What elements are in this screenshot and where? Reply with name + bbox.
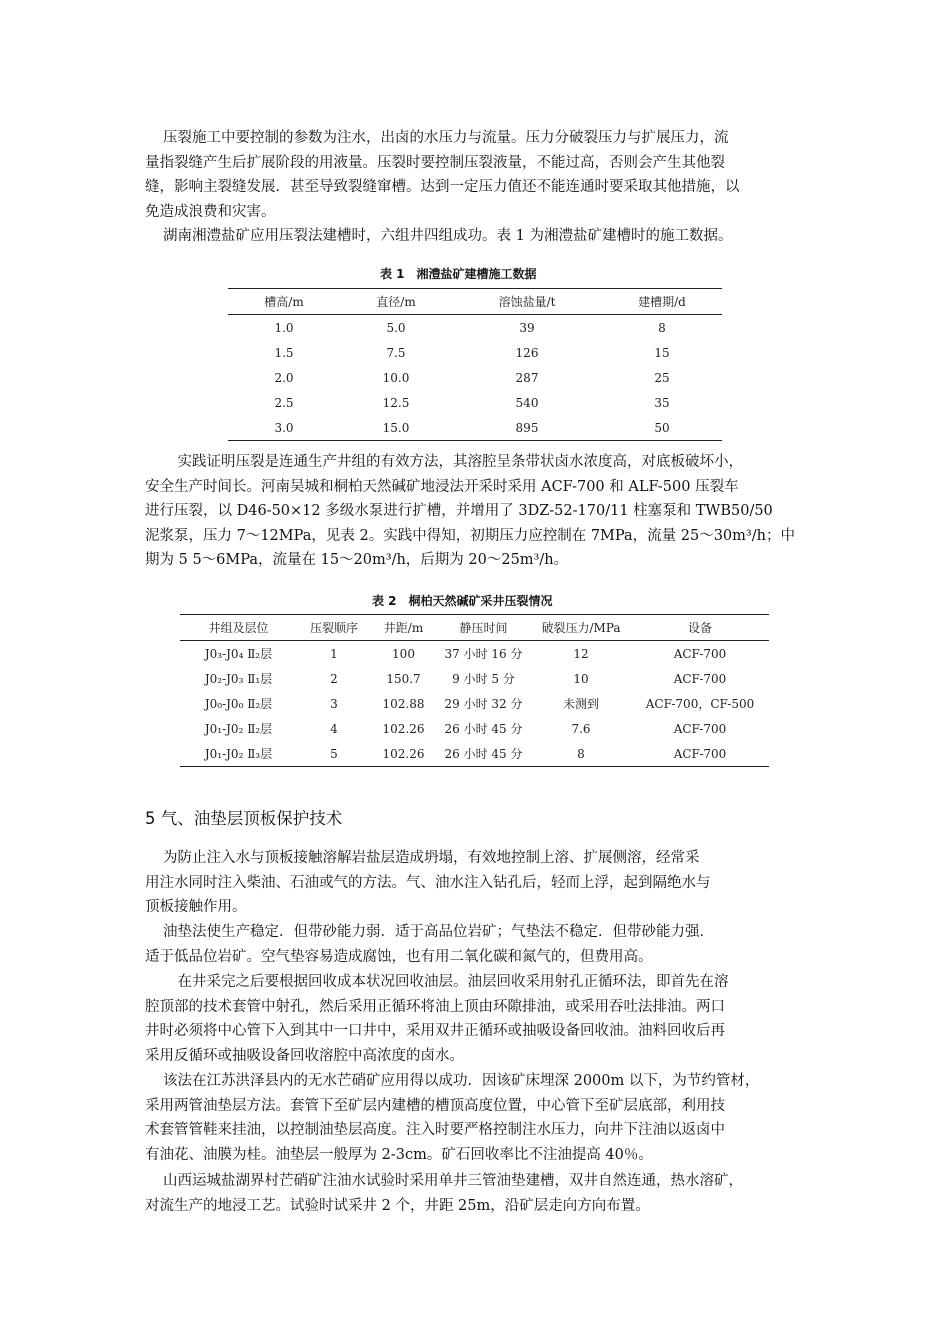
text-line: 免造成浪费和灾害。 — [145, 203, 276, 220]
table-cell: 25 — [654, 370, 670, 385]
text-line: 采用两管油垫层方法。套管下至矿层内建槽的槽顶高度位置，中心管下至矿层底部，利用技 — [145, 1097, 725, 1114]
table-cell: J0₁-J0₂ Ⅱ₃层 — [180, 741, 297, 767]
table-cell: 5 — [297, 741, 371, 767]
table-header-cell: 设备 — [631, 615, 769, 641]
table-cell: 1.5 — [274, 345, 294, 360]
table-header-cell: 破裂压力/MPa — [531, 615, 631, 641]
table-row — [180, 741, 769, 767]
table-cell: 10 — [573, 671, 589, 686]
table-cell: 150.7 — [386, 671, 421, 686]
table-header-row — [180, 615, 769, 641]
table-header-cell: 建槽期/d — [602, 289, 722, 315]
table-cell: 8 — [658, 320, 666, 335]
text-line: 量指裂缝产生后扩展阶段的用液量。压裂时要控制压裂液量，不能过高，否则会产生其他裂 — [145, 154, 725, 171]
text-line: 用注水同时注入柴油、石油或气的方法。气、油水注入钻孔后，轻而上浮，起到隔绝水与 — [145, 874, 711, 891]
section-heading: 5 气、油垫层顶板保护技术 — [145, 809, 343, 828]
text-line: 实践证明压裂是连通生产井组的有效方法，其溶腔呈条带状卤水浓度高，对底板破坏小， — [163, 454, 743, 470]
table-cell: 8 — [531, 741, 631, 767]
text-line: 为防止注入水与顶板接触溶解岩盐层造成坍塌，有效地控制上溶、扩展侧溶，经常采 — [163, 850, 700, 866]
paragraph-prevent-collapse — [145, 846, 817, 920]
table-cell: 2.5 — [274, 395, 294, 410]
table-cell: 540 — [515, 395, 539, 410]
table-cell: 102.88 — [382, 696, 425, 711]
table-cell: 102.26 — [382, 721, 425, 736]
table-cell: ACF-700 — [673, 671, 727, 686]
table-cell: 7.5 — [386, 345, 406, 360]
table-header-cell: 压裂顺序 — [297, 615, 371, 641]
table-cell: 126 — [515, 345, 539, 360]
table-cell: J0₀-J0₀ Ⅱ₂层 — [204, 697, 273, 711]
table-cell: 2 — [330, 671, 338, 686]
table-cell: J0₂-J0₃ Ⅱ₁层 — [204, 672, 273, 686]
text-line: 进行压裂，以 D46-50×12 多级水泵进行扩槽，并增用了 3DZ-52-170/11 柱塞泵和 TWB50/50 — [145, 503, 773, 519]
text-line: 期为 5 5～6MPa，流量在 15～20m³/h，后期为 20～25m³/h。 — [145, 552, 569, 568]
table-cell: 287 — [515, 370, 539, 385]
text-line: 湖南湘澧盐矿应用压裂法建槽时，六组井四组成功。表 1 为湘澧盐矿建槽时的施工数据。 — [163, 228, 733, 244]
text-line: 有油花、油膜为桂。油垫层一般厚为 2-3cm。矿石回收率比不注油提高 40％。 — [145, 1146, 653, 1163]
table-cell: 37 小时 16 分 — [444, 647, 523, 661]
table-header-row — [228, 289, 722, 315]
paragraph-fracturing-parameters — [145, 126, 817, 224]
table-cell: 102.26 — [371, 741, 436, 767]
table1 — [228, 288, 722, 441]
text-line: 采用反循环或抽吸设备回收溶腔中高浓度的卤水。 — [145, 1047, 464, 1064]
text-line: 压裂施工中要控制的参数为注水，出卤的水压力与流量。压力分破裂压力与扩展压力，流 — [163, 130, 729, 146]
text-line: 安全生产时间长。河南吴城和桐柏天然碱矿地浸法开采时采用 ACF-700 和 ALF-500 压裂车 — [145, 478, 739, 495]
table-cell: 3.0 — [228, 415, 340, 441]
text-line: 对流生产的地浸工艺。试验时试采井 2 个，井距 25m，沿矿层走向方向布置。 — [145, 1197, 650, 1214]
table-cell: 3 — [330, 696, 338, 711]
table-row — [180, 666, 769, 691]
table-cell: 26 小时 45 分 — [436, 741, 531, 767]
table-cell: 未测到 — [562, 697, 599, 711]
text-line: 缝，影响主裂缝发展．甚至导致裂缝窜槽。达到一定压力值还不能连通时要采取其他措施，以 — [145, 179, 740, 195]
table-header-cell: 溶蚀盐量/t — [452, 289, 602, 315]
table-cell: J0₃-J0₄ Ⅱ₂层 — [204, 647, 273, 661]
table-cell: 895 — [452, 415, 602, 441]
table-cell: ACF-700，CF-500 — [645, 697, 755, 711]
table2 — [180, 614, 769, 767]
text-line: 腔顶部的技术套管中射孔，然后采用正循环将油上顶由环隙排油，或采用吞吐法排油。两口 — [145, 998, 725, 1015]
text-line: 泥浆泵，压力 7～12MPa，见表 2。实践中得知，初期压力应控制在 7MPa，流量 25～30m³/h；中 — [145, 527, 795, 544]
table1-caption: 表 1 湘澧盐矿建槽施工数据 — [380, 267, 537, 281]
table-cell: 29 小时 32 分 — [444, 697, 523, 711]
text-line: 山西运城盐湖界村芒硝矿注油水试验时采用单井三管油垫建槽，双井自然连通，热水溶矿， — [163, 1173, 743, 1189]
table-cell: ACF-700 — [631, 741, 769, 767]
table-header-cell: 静压时间 — [436, 615, 531, 641]
table-cell: 100 — [392, 646, 415, 661]
table2-caption: 表 2 桐柏天然碱矿采井压裂情况 — [372, 594, 553, 608]
text-line: 该法在江苏洪泽县内的无水芒硝矿应用得以成功．因该矿床埋深 2000m 以下，为节约管材， — [163, 1073, 760, 1089]
paragraph-jiangsu-case — [145, 1069, 817, 1167]
table-row — [228, 415, 722, 441]
table-row — [228, 315, 722, 341]
text-line: 顶板接触作用。 — [145, 899, 247, 915]
table-cell: 2.0 — [274, 370, 294, 385]
table-row — [228, 340, 722, 365]
paragraph-practice — [145, 450, 817, 573]
text-line: 在井采完之后要根据回收成本状况回收油层。油层回收采用射孔正循环法，即首先在溶 — [163, 974, 729, 990]
table-row — [180, 641, 769, 667]
table-cell: 9 小时 5 分 — [452, 672, 515, 686]
table-cell: 39 — [519, 320, 535, 335]
text-line: 适于低品位岩矿。空气垫容易造成腐蚀，也有用二氧化碳和氮气的，但费用高。 — [145, 948, 653, 965]
table-cell: ACF-700 — [673, 646, 727, 661]
text-line: 术套管管鞋来挂油，以控制油垫层高度。注入时要严格控制注水压力，向井下注油以返卤中 — [145, 1122, 725, 1138]
table-header-cell: 直径/m — [340, 289, 452, 315]
table-row — [228, 365, 722, 390]
table-header-cell: 井组及层位 — [180, 615, 297, 641]
table-cell: 1 — [330, 646, 338, 661]
table-cell: 12.5 — [382, 395, 410, 410]
table-cell: 50 — [602, 415, 722, 441]
paragraph-oil-cushion — [145, 920, 817, 969]
table-cell: 35 — [654, 395, 670, 410]
table-header-cell: 槽高/m — [228, 289, 340, 315]
table-cell: 26 小时 45 分 — [444, 722, 523, 736]
table-row — [228, 390, 722, 415]
table-cell: 15 — [654, 345, 670, 360]
table-header-cell: 井距/m — [371, 615, 436, 641]
table-cell: 12 — [573, 646, 589, 661]
table-row — [180, 691, 769, 716]
table-cell: 7.6 — [571, 721, 591, 736]
table-cell: ACF-700 — [673, 721, 727, 736]
text-line: 油垫法使生产稳定．但带砂能力弱．适于高品位岩矿；气垫法不稳定．但带砂能力强． — [163, 924, 714, 940]
table-row — [180, 716, 769, 741]
table-cell: 15.0 — [340, 415, 452, 441]
paragraph-shanxi-case — [145, 1169, 817, 1218]
table-cell: 5.0 — [386, 320, 406, 335]
table-cell: 1.0 — [274, 320, 294, 335]
table-cell: J0₁-J0₂ Ⅱ₂层 — [204, 722, 273, 736]
text-line: 井时必须将中心管下入到其中一口井中，采用双井正循环或抽吸设备回收油。油料回收后再 — [145, 1023, 725, 1039]
table-cell: 10.0 — [382, 370, 410, 385]
table-cell: 4 — [330, 721, 338, 736]
paragraph-hunan-intro — [145, 224, 817, 249]
paragraph-oil-recovery — [145, 970, 817, 1068]
